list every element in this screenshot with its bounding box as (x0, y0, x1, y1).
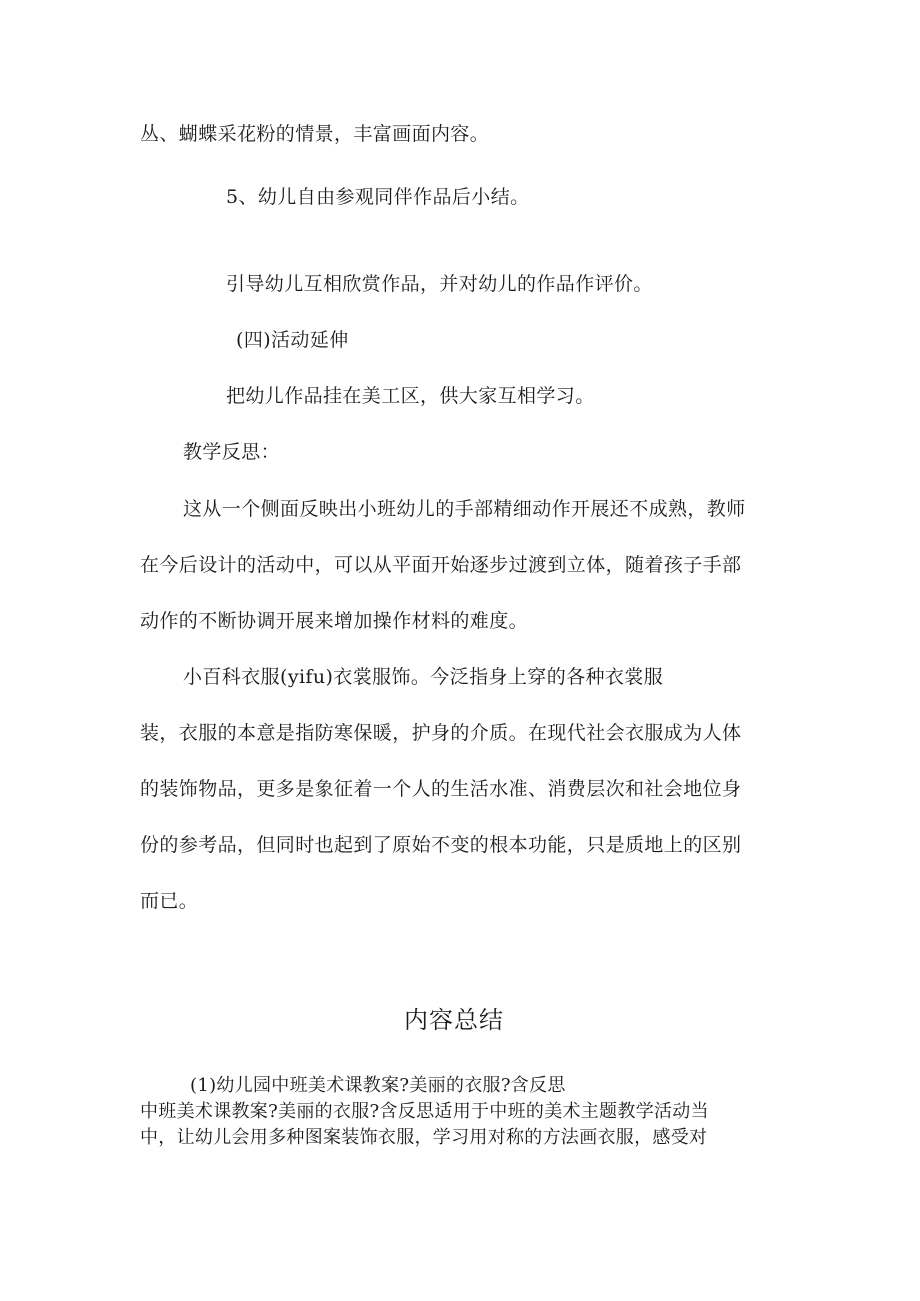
paragraph-line: 丛、蝴蝶采花粉的情景，丰富画面内容。 (140, 123, 490, 145)
reflection-line: 动作的不断协调开展来增加操作材料的难度。 (140, 610, 529, 632)
encyclopedia-line: 的装饰物品，更多是象征着一个人的生活水准、消费层次和社会地位身 (140, 778, 742, 800)
summary-title: 内容总结 (404, 1006, 504, 1034)
encyclopedia-line: 份的参考品，但同时也起到了原始不变的根本功能，只是质地上的区别 (140, 834, 742, 856)
summary-line: 中班美术课教案?美丽的衣服?含反思适用于中班的美术主题教学活动当 (140, 1101, 709, 1122)
reflection-line: 在今后设计的活动中，可以从平面开始逐步过渡到立体，随着孩子手部 (140, 554, 742, 576)
guide-text: 引导幼儿互相欣赏作品，并对幼儿的作品作评价。 (226, 273, 653, 295)
extend-text: 把幼儿作品挂在美工区，供大家互相学习。 (226, 385, 595, 407)
encyclopedia-line: 装，衣服的本意是指防寒保暖，护身的介质。在现代社会衣服成为人体 (140, 722, 742, 744)
summary-item: (1)幼儿园中班美术课教案?美丽的衣服?含反思 (190, 1075, 566, 1096)
encyclopedia-line: 小百科衣服(yifu)衣裳服饰。今泛指身上穿的各种衣裳服 (183, 666, 664, 688)
summary-line: 中，让幼儿会用多种图案装饰衣服，学习用对称的方法画衣服，感受对 (140, 1127, 708, 1148)
section-4-heading: (四)活动延伸 (236, 329, 349, 351)
step-5-text: 5、幼儿自由参观同伴作品后小结。 (226, 186, 530, 208)
reflection-label: 教学反思： (183, 441, 281, 463)
encyclopedia-line: 而已。 (140, 890, 199, 912)
reflection-line: 这从一个侧面反映出小班幼儿的手部精细动作开展还不成熟，教师 (183, 498, 746, 520)
